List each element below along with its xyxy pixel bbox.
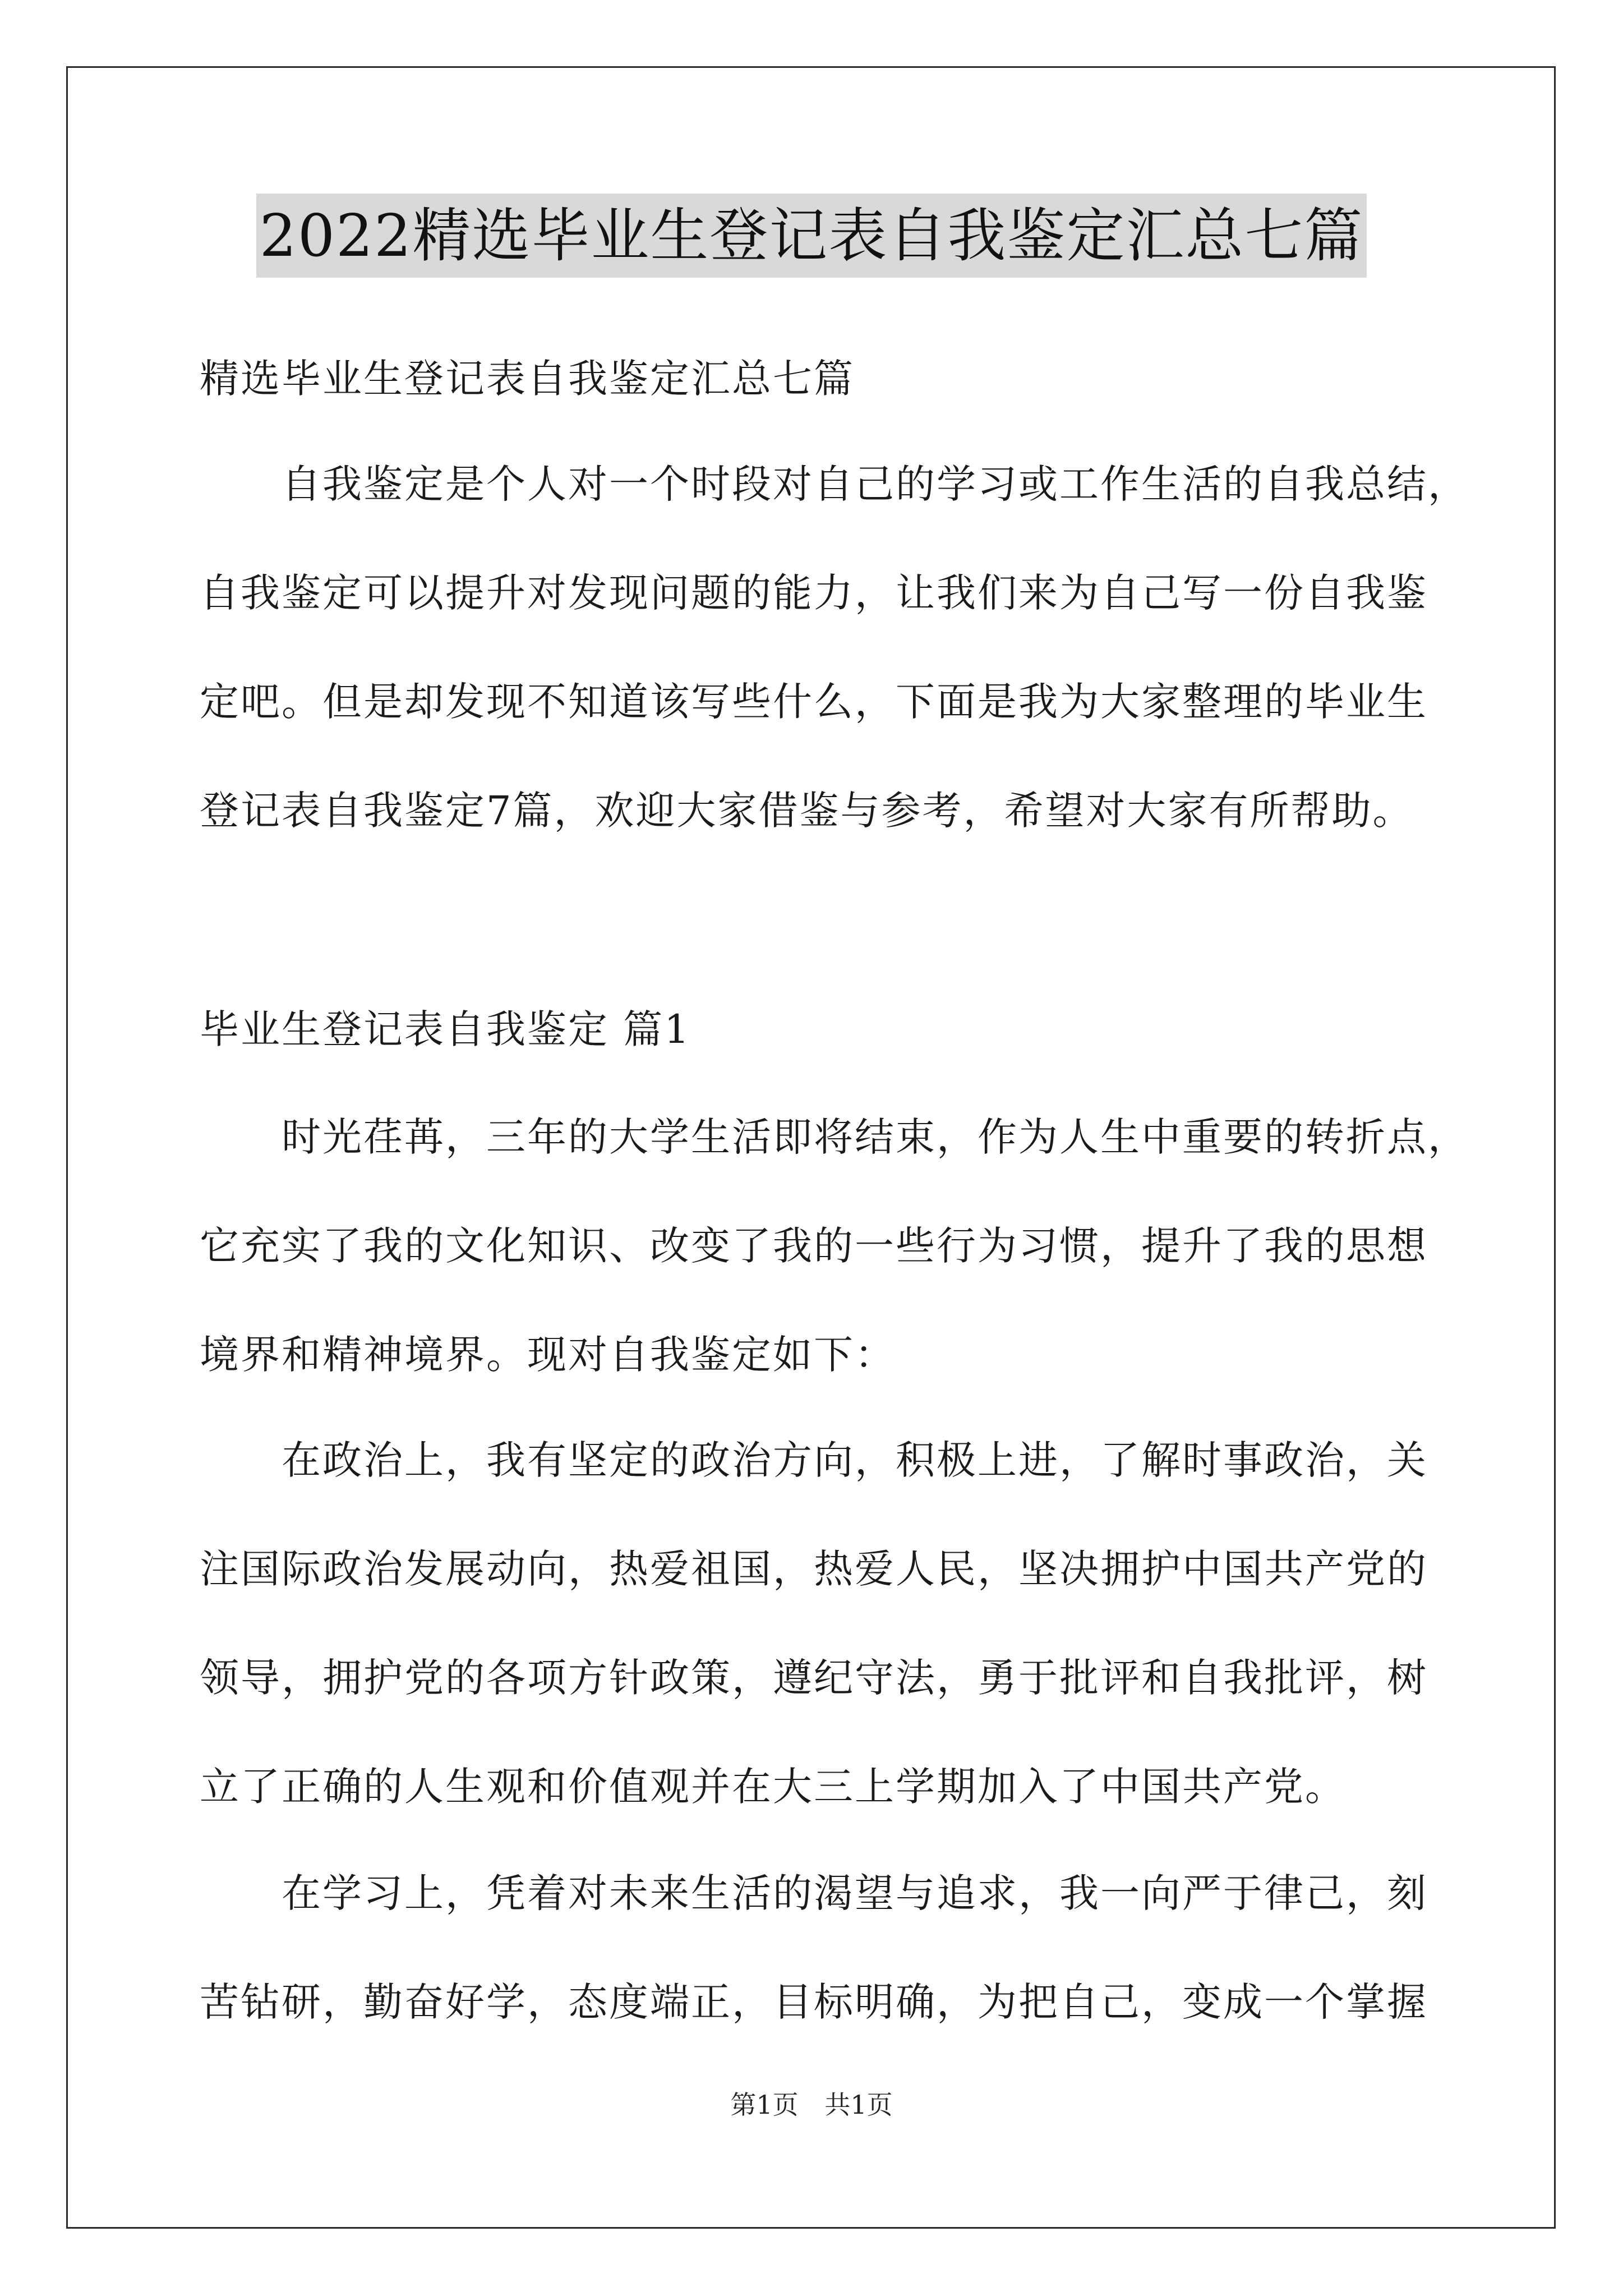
paragraph3-line-2: 苦钻研，勤奋好学，态度端正，目标明确，为把自己，变成一个掌握 <box>200 1979 1428 2025</box>
paragraph2-line-3: 领导，拥护党的各项方针政策，遵纪守法，勇于批评和自我批评，树 <box>200 1655 1428 1701</box>
paragraph1-line-1: 时光荏苒，三年的大学生活即将结束，作为人生中重要的转折点， <box>282 1114 1469 1160</box>
paragraph1-line-3: 境界和精神境界。现对自我鉴定如下： <box>200 1332 896 1378</box>
paragraph1-line-2: 它充实了我的文化知识、改变了我的一些行为习惯，提升了我的思想 <box>200 1223 1428 1269</box>
intro-line-1: 自我鉴定是个人对一个时段对自己的学习或工作生活的自我总结， <box>282 461 1469 507</box>
section-heading: 毕业生登记表自我鉴定 篇1 <box>200 1006 691 1052</box>
paragraph2-line-4: 立了正确的人生观和价值观并在大三上学期加入了中国共产党。 <box>200 1764 1346 1810</box>
title-container <box>0 194 1623 278</box>
paragraph2-line-1: 在政治上，我有坚定的政治方向，积极上进，了解时事政治，关 <box>282 1437 1428 1483</box>
page-footer <box>0 2088 1623 2122</box>
page-number-current: 第1页 <box>730 2090 799 2120</box>
intro-line-3: 定吧。但是却发现不知道该写些什么，下面是我为大家整理的毕业生 <box>200 679 1428 725</box>
paragraph3-line-1: 在学习上，凭着对未来生活的渴望与追求，我一向严于律己，刻 <box>282 1870 1428 1916</box>
intro-line-2: 自我鉴定可以提升对发现问题的能力，让我们来为自己写一份自我鉴 <box>200 570 1428 616</box>
intro-line-4: 登记表自我鉴定7篇，欢迎大家借鉴与参考，希望对大家有所帮助。 <box>200 788 1414 834</box>
document-title: 2022精选毕业生登记表自我鉴定汇总七篇 <box>256 194 1367 278</box>
document-subtitle: 精选毕业生登记表自我鉴定汇总七篇 <box>200 356 855 402</box>
paragraph2-line-2: 注国际政治发展动向，热爱祖国，热爱人民，坚决拥护中国共产党的 <box>200 1546 1428 1592</box>
page-number-total: 共1页 <box>824 2090 893 2120</box>
